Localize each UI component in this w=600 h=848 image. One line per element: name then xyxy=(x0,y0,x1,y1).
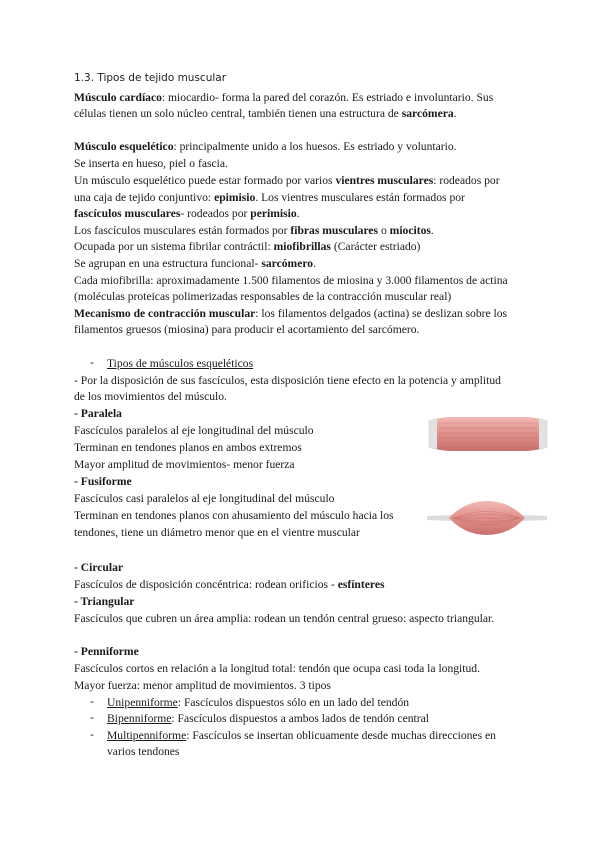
fusiforme-line-2: Terminan en tendones planos con ahusamiento del músculo hacia los xyxy=(74,509,394,522)
tipos-intro-1: - Por la disposición de sus fascículos, esta disposición tiene efecto en la potencia y amplitud xyxy=(74,374,501,387)
section-heading: 1.3. Tipos de tejido muscular xyxy=(74,72,227,84)
esqueletico-line-9: Cada miofibrilla: aproximadamente 1.500 filamentos de miosina y 3.000 filamentos de actina xyxy=(74,274,508,287)
term-esqueletico: Músculo esquelético xyxy=(74,140,174,153)
fusiforme-title: - Fusiforme xyxy=(74,475,132,488)
triangular-title: - Triangular xyxy=(74,595,135,608)
tipos-intro-2: de los movimientos del músculo. xyxy=(74,390,227,403)
list-item-multipenniforme: Multipenniforme: Fascículos se insertan oblicuamente desde muchas direcciones en xyxy=(107,729,496,742)
penniforme-title: - Penniforme xyxy=(74,645,139,658)
cardiaco-line-1: Músculo cardíaco: miocardio- forma la pared del corazón. Es estriado e involuntario. Sus xyxy=(74,91,494,104)
esqueletico-line-1: Músculo esquelético: principalmente unido a los huesos. Es estriado y voluntario. xyxy=(74,140,457,153)
esqueletico-line-10: (moléculas proteicas polimerizadas responsables de la contracción muscular real) xyxy=(74,290,452,303)
bullet-dash: - xyxy=(90,356,94,369)
paralela-line-2: Terminan en tendones planos en ambos extremos xyxy=(74,441,302,454)
parallel-muscle-illustration xyxy=(427,403,549,463)
list-item-dash: - xyxy=(90,728,94,741)
triangular-line-1: Fascículos que cubren un área amplia: rodean un tendón central grueso: aspecto triangular. xyxy=(74,612,495,625)
term-cardiaco: Músculo cardíaco xyxy=(74,91,162,104)
esqueletico-line-6: Los fascículos musculares están formados por fibras musculares o miocitos. xyxy=(74,224,434,237)
penniforme-line-1: Fascículos cortos en relación a la longitud total: tendón que ocupa casi toda la longitud. xyxy=(74,662,480,675)
esqueletico-line-4: una caja de tejido conjuntivo: epimisio. Los vientres musculares están formados por xyxy=(74,191,465,204)
esqueletico-line-2: Se inserta en hueso, piel o fascia. xyxy=(74,157,228,170)
fusiforme-line-3: tendones, tiene un diámetro menor que en el vientre muscular xyxy=(74,526,360,539)
esqueletico-line-5: fascículos musculares- rodeados por perimisio. xyxy=(74,207,300,220)
esqueletico-line-8: Se agrupan en una estructura funcional- sarcómero. xyxy=(74,257,316,270)
penniforme-line-2: Mayor fuerza: menor amplitud de movimientos. 3 tipos xyxy=(74,679,331,692)
paralela-line-3: Mayor amplitud de movimientos- menor fuerza xyxy=(74,458,295,471)
list-item-unipenniforme: Unipenniforme: Fascículos dispuestos sólo en un lado del tendón xyxy=(107,696,410,709)
list-item-dash: - xyxy=(90,711,94,724)
subsection-title: Tipos de músculos esqueléticos xyxy=(107,357,254,370)
fusiforme-line-1: Fascículos casi paralelos al eje longitudinal del músculo xyxy=(74,492,335,505)
esqueletico-line-12: filamentos gruesos (miosina) para producir el acortamiento del sarcómero. xyxy=(74,323,420,336)
esqueletico-line-3: Un músculo esquelético puede estar formado por varios vientres musculares: rodeados por xyxy=(74,174,500,187)
circular-title: - Circular xyxy=(74,561,124,574)
esqueletico-line-7: Ocupada por un sistema fibrilar contráctil: miofibrillas (Carácter estriado) xyxy=(74,240,421,253)
esqueletico-line-11: Mecanismo de contracción muscular: los filamentos delgados (actina) se deslizan sobre los xyxy=(74,307,508,320)
circular-line-1: Fascículos de disposición concéntrica: rodean orificios - esfínteres xyxy=(74,578,385,591)
paralela-title: - Paralela xyxy=(74,407,122,420)
cardiaco-line-2: células tienen un solo núcleo central, también tienen una estructura de sarcómera. xyxy=(74,107,457,120)
fusiform-muscle-illustration xyxy=(425,497,549,539)
paralela-line-1: Fascículos paralelos al eje longitudinal del músculo xyxy=(74,424,314,437)
list-item-bipenniforme: Bipenniforme: Fascículos dispuestos a ambos lados de tendón central xyxy=(107,712,429,725)
list-item-multipenniforme-cont: varios tendones xyxy=(107,745,180,758)
list-item-dash: - xyxy=(90,695,94,708)
